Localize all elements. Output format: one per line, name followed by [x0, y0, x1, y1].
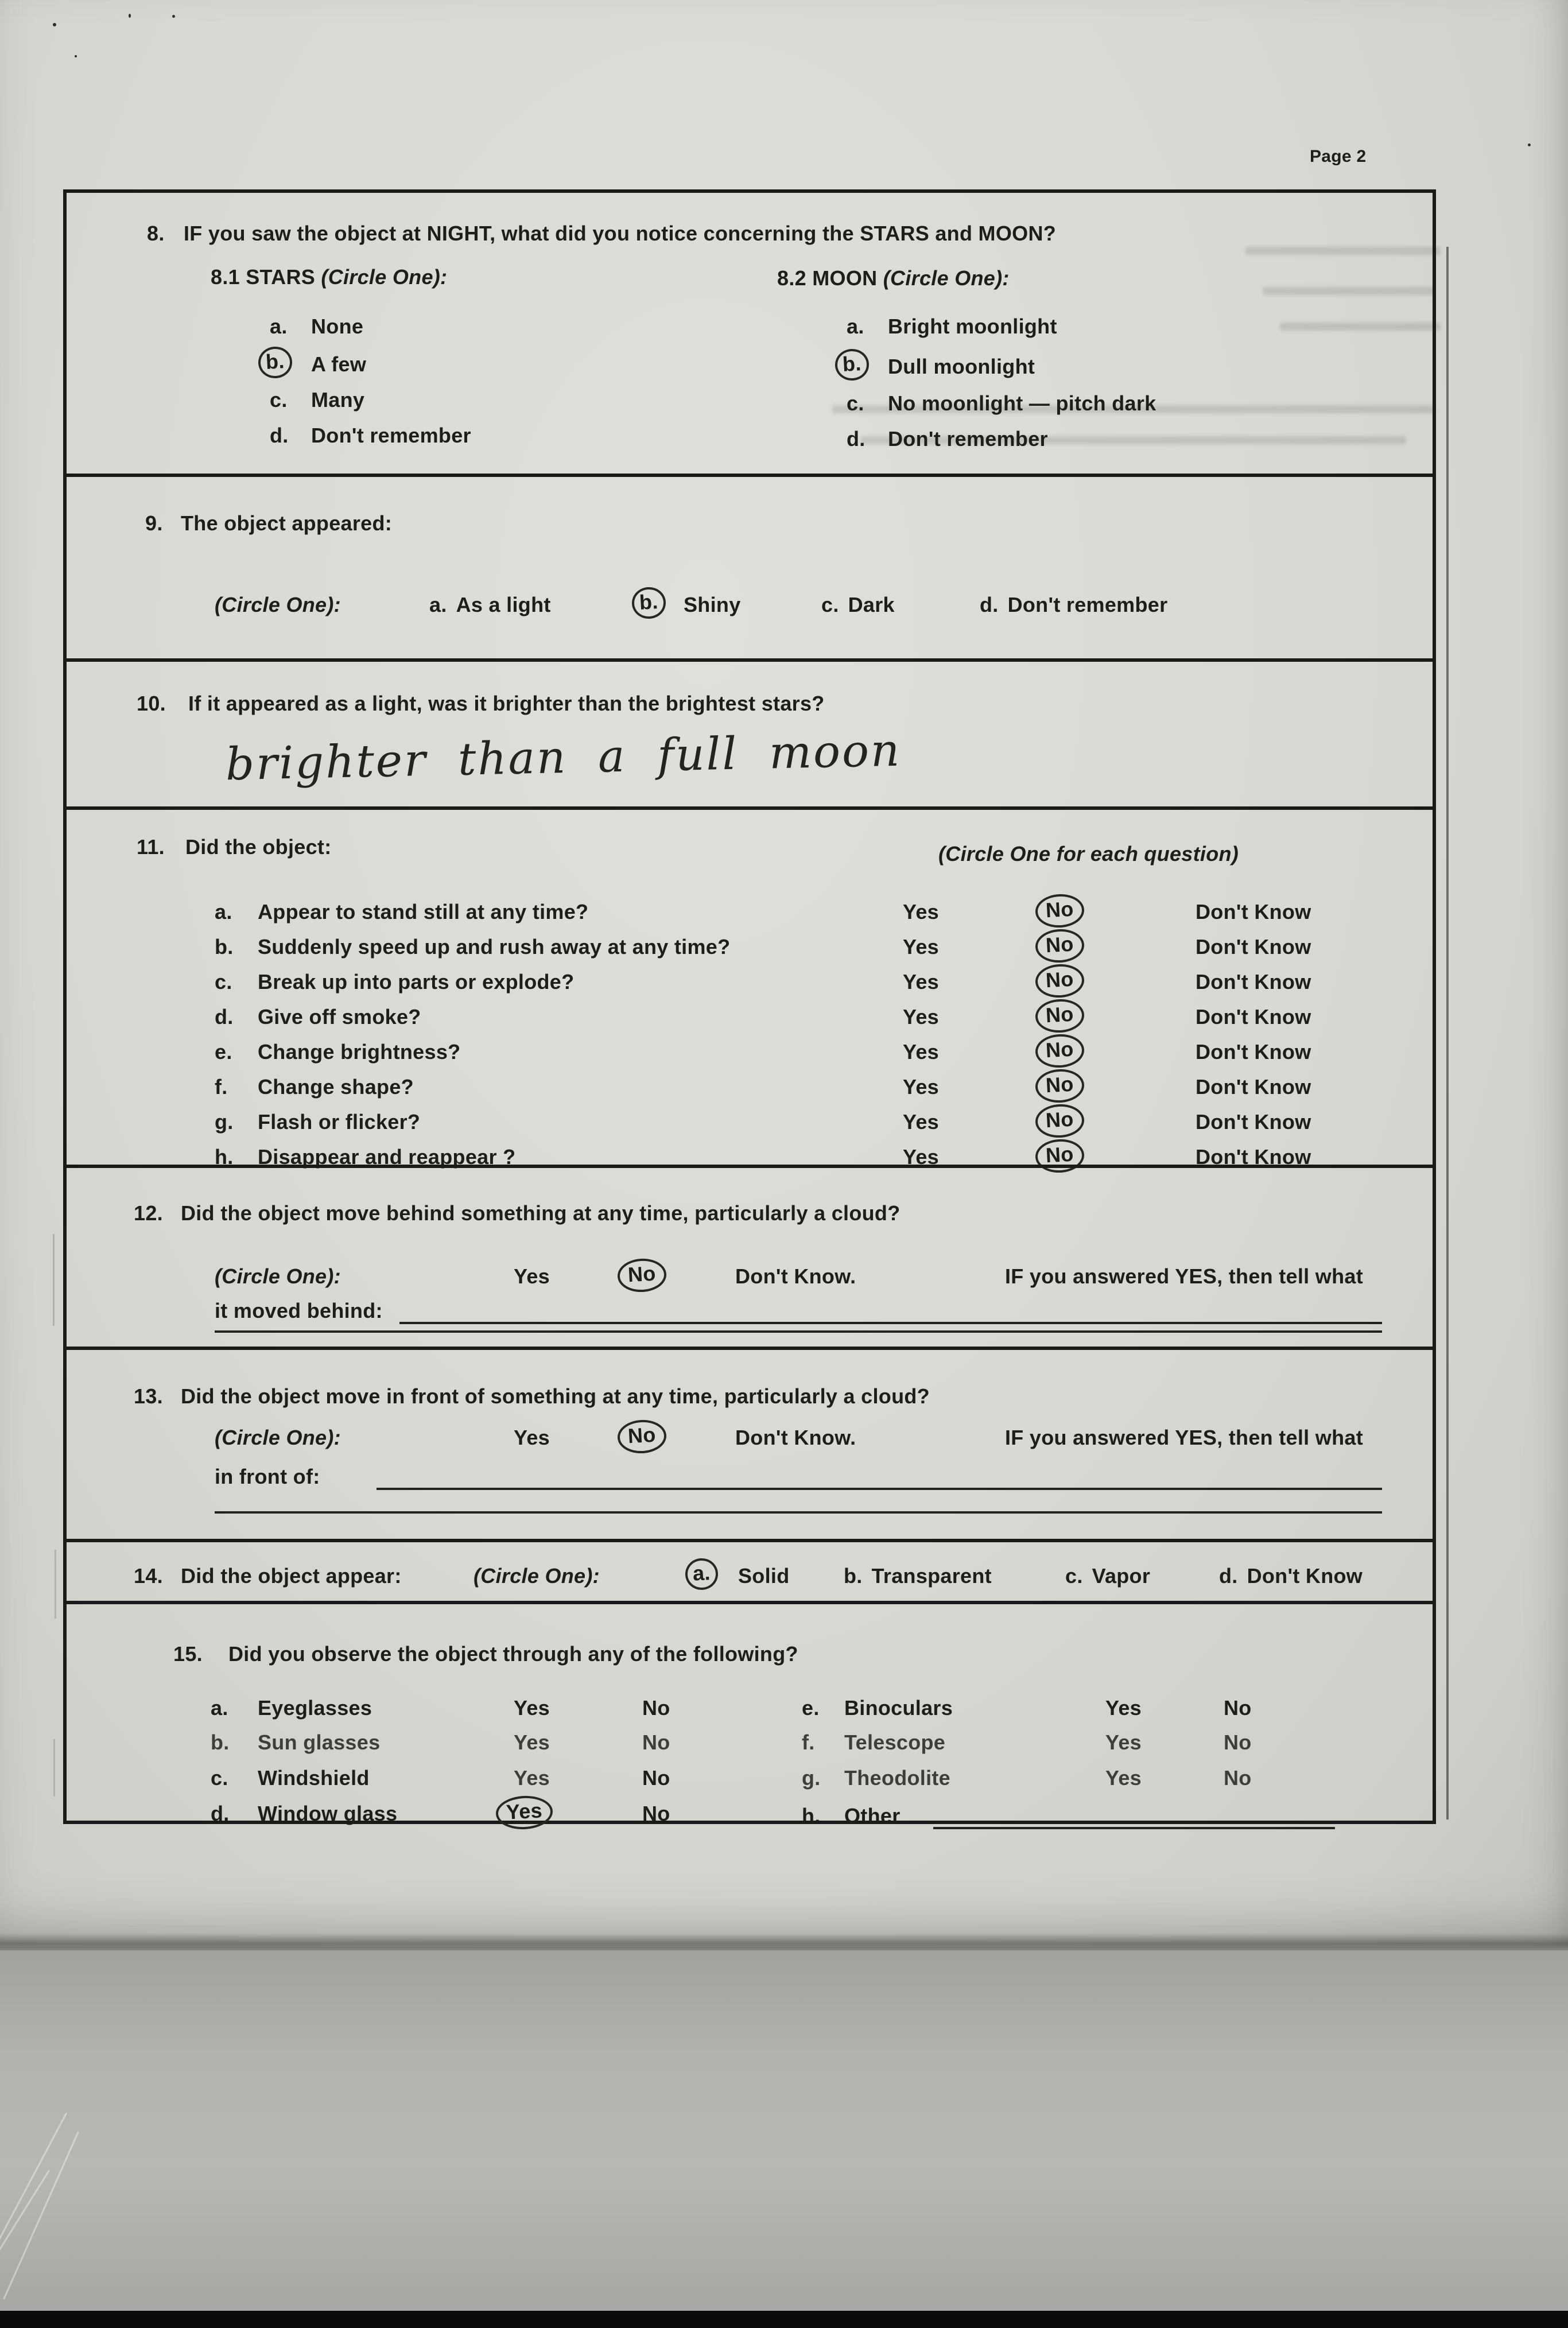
option-letter: d.	[847, 427, 865, 451]
answer-yes: Yes	[903, 1075, 939, 1099]
answer-yes: Yes	[903, 970, 939, 994]
dust-speck	[53, 23, 56, 26]
stars-heading	[211, 265, 447, 289]
option-letter: g.	[215, 1110, 234, 1134]
answer-yes: Yes	[514, 1264, 550, 1288]
sub-question: Disappear and reappear ?	[258, 1145, 516, 1169]
answer-dont-know: Don't Know	[1196, 1075, 1311, 1099]
page-number: Page 2	[1310, 147, 1367, 166]
answer-yes: Yes	[903, 1005, 939, 1029]
section-q9	[67, 474, 1433, 658]
option-letter: a.	[847, 315, 864, 338]
sub-question: Break up into parts or explode?	[258, 970, 575, 994]
option-letter: c.	[1065, 1564, 1083, 1588]
option-letter: c.	[211, 1766, 228, 1790]
option	[429, 593, 551, 617]
section-q13	[67, 1347, 1433, 1539]
option-label: Don't remember	[1007, 593, 1168, 616]
option-label: Bright moonlight	[888, 315, 1057, 338]
question-number: 11.	[137, 835, 165, 859]
circled-answer: a.	[685, 1558, 719, 1590]
instruction-label: (Circle One for each question)	[938, 842, 1239, 866]
dust-speck	[129, 14, 131, 18]
answer-no: No	[642, 1802, 670, 1825]
answer-dont-know: Don't Know	[1196, 900, 1311, 924]
answer-no: No	[1224, 1696, 1252, 1720]
question-number: 10.	[137, 692, 166, 715]
option-letter: d.	[211, 1802, 230, 1825]
sub-question: Give off smoke?	[258, 1005, 421, 1029]
option-label: Window glass	[258, 1802, 398, 1825]
answer-yes: Yes	[514, 1766, 550, 1790]
option	[980, 593, 1167, 617]
answer-yes: Yes	[1105, 1731, 1142, 1754]
option-label: Dull moonlight	[888, 355, 1035, 378]
blank-answer-line	[215, 1511, 1382, 1514]
option-label: Windshield	[258, 1766, 370, 1790]
question-text: Did the object move in front of something at any time, particularly a cloud?	[181, 1384, 930, 1408]
answer-dont-know: Don't Know	[1196, 1145, 1311, 1169]
option-label: Transparent	[871, 1564, 992, 1588]
answer-yes: Yes	[903, 935, 939, 959]
option-letter: h.	[215, 1145, 234, 1169]
question-text: IF you saw the object at NIGHT, what did you notice concerning the STARS and MOON?	[184, 222, 1057, 245]
answer-dont-know: Don't Know.	[735, 1264, 856, 1288]
option-label: Eyeglasses	[258, 1696, 372, 1720]
answer-dont-know: Don't Know	[1196, 1040, 1311, 1064]
answer-no: No	[642, 1766, 670, 1790]
sub-question: Suddenly speed up and rush away at any time?	[258, 935, 731, 959]
followup-label: it moved behind:	[215, 1299, 383, 1322]
sub-question: Appear to stand still at any time?	[258, 900, 589, 924]
option-letter: a.	[429, 593, 447, 616]
question-number: 15.	[173, 1642, 203, 1666]
moon-heading	[777, 266, 1010, 290]
answer-dont-know: Don't Know	[1196, 1110, 1311, 1134]
question-text: Did the object appear:	[181, 1564, 402, 1588]
option-letter: c.	[821, 593, 839, 616]
option-label: Many	[311, 388, 365, 412]
option-letter: b.	[215, 935, 234, 959]
question-text: The object appeared:	[181, 511, 393, 535]
option	[844, 1564, 992, 1588]
dust-speck	[75, 55, 77, 57]
answer-yes: Yes	[514, 1696, 550, 1720]
question-number: 12.	[134, 1201, 163, 1225]
page-edge-line	[1446, 247, 1449, 1819]
scanner-background	[0, 1950, 1568, 2312]
circle-one-label: (Circle One):	[883, 266, 1010, 290]
answer-no-circled: No	[1035, 1033, 1085, 1069]
dust-speck	[1528, 143, 1531, 146]
section-q8	[67, 193, 1433, 474]
circle-one-label: (Circle One):	[215, 1426, 341, 1449]
option-letter: a.	[215, 900, 232, 924]
circle-one-label: (Circle One):	[473, 1564, 600, 1588]
blank-answer-line	[377, 1488, 1382, 1490]
option-letter: b.	[211, 1731, 230, 1754]
option-label: Telescope	[844, 1731, 946, 1754]
dust-speck	[172, 15, 175, 18]
question-number: 14.	[134, 1564, 163, 1588]
answer-dont-know: Don't Know	[1196, 935, 1311, 959]
option	[1065, 1564, 1150, 1588]
circle-one-label: (Circle One):	[215, 1264, 341, 1288]
answer-no-circled: No	[1035, 963, 1085, 999]
answer-no-circled: No	[1035, 1103, 1085, 1139]
answer-yes: Yes	[1105, 1766, 1142, 1790]
option-letter: h.	[802, 1804, 821, 1828]
moon-heading-label: 8.2 MOON	[777, 266, 878, 290]
option-letter: c.	[270, 388, 288, 412]
question-text: Did you observe the object through any of the following?	[228, 1642, 798, 1666]
answer-yes: Yes	[903, 1040, 939, 1064]
option-label: No moonlight — pitch dark	[888, 391, 1156, 415]
option-label: Don't Know	[1247, 1564, 1363, 1588]
answer-no: No	[1224, 1766, 1252, 1790]
circle-one-label: (Circle One):	[215, 593, 341, 616]
option-letter: d.	[270, 424, 289, 447]
circled-answer: b.	[835, 348, 870, 382]
answer-dont-know: Don't Know	[1196, 970, 1311, 994]
margin-dash	[53, 1234, 55, 1326]
option-letter: a.	[270, 315, 288, 338]
answer-dont-know: Don't Know.	[735, 1426, 856, 1449]
answer-yes: Yes	[1105, 1696, 1142, 1720]
answer-yes: Yes	[514, 1426, 550, 1449]
option-letter: e.	[802, 1696, 820, 1720]
option-letter: e.	[215, 1040, 232, 1064]
answer-no: No	[642, 1731, 670, 1754]
answer-yes: Yes	[514, 1731, 550, 1754]
answer-yes-circled: Yes	[495, 1794, 554, 1830]
option-letter: c.	[215, 970, 232, 994]
option-label: Binoculars	[844, 1696, 953, 1720]
answer-no-circled: No	[1035, 1068, 1085, 1104]
answer-no: No	[1224, 1731, 1252, 1754]
answer-no-circled: No	[1035, 1138, 1085, 1174]
option-letter: c.	[847, 391, 864, 415]
option-letter: d.	[215, 1005, 234, 1029]
question-number: 8.	[147, 222, 165, 245]
section-q12	[67, 1165, 1433, 1347]
option-letter: d.	[980, 593, 999, 616]
answer-no-circled: No	[1035, 998, 1085, 1034]
option-letter: f.	[802, 1731, 815, 1754]
option-label: None	[311, 315, 364, 338]
sub-question: Change brightness?	[258, 1040, 461, 1064]
circle-one-label: (Circle One):	[321, 265, 448, 289]
margin-dash	[53, 1739, 55, 1797]
question-number: 13.	[134, 1384, 163, 1408]
answer-no: No	[642, 1696, 670, 1720]
option-letter: g.	[802, 1766, 821, 1790]
question-text: Did the object move behind something at any time, particularly a cloud?	[181, 1201, 901, 1225]
section-q14	[67, 1539, 1433, 1601]
option-label: Don't remember	[888, 427, 1048, 451]
blank-answer-line	[215, 1330, 1382, 1333]
margin-dash	[55, 1550, 56, 1619]
scan-bottom-strip	[0, 2311, 1568, 2328]
option-label: A few	[311, 352, 367, 376]
section-q15	[67, 1601, 1433, 1828]
question-number: 9.	[145, 511, 163, 535]
page-bottom-edge-shadow	[0, 1933, 1568, 1953]
option-label: Solid	[738, 1564, 790, 1588]
sub-question: Change shape?	[258, 1075, 414, 1099]
option-letter: d.	[1219, 1564, 1238, 1588]
sub-question: Flash or flicker?	[258, 1110, 421, 1134]
answer-no-circled: No	[1035, 893, 1085, 929]
option-label: Theodolite	[844, 1766, 950, 1790]
option-letter: a.	[211, 1696, 228, 1720]
blank-answer-line	[399, 1322, 1382, 1324]
option-letter: f.	[215, 1075, 228, 1099]
option-label: Other	[844, 1804, 901, 1828]
option-label: Shiny	[684, 593, 741, 616]
answer-no-circled: No	[1035, 928, 1085, 964]
option-letter: b.	[844, 1564, 863, 1588]
answer-no-circled: No	[617, 1258, 667, 1293]
questionnaire-form	[63, 189, 1436, 1828]
option-label: As a light	[456, 593, 551, 616]
followup-text: IF you answered YES, then tell what	[1005, 1426, 1363, 1449]
stars-heading-label: 8.1 STARS	[211, 265, 316, 289]
section-q10	[67, 658, 1433, 806]
option-label: Sun glasses	[258, 1731, 381, 1754]
answer-no-circled: No	[617, 1419, 667, 1454]
followup-text: IF you answered YES, then tell what	[1005, 1264, 1363, 1288]
option	[1219, 1564, 1363, 1588]
answer-yes: Yes	[903, 1145, 939, 1169]
question-text: If it appeared as a light, was it brighter than the brightest stars?	[188, 692, 825, 715]
option-label: Vapor	[1092, 1564, 1151, 1588]
circled-answer: b.	[258, 346, 293, 379]
answer-dont-know: Don't Know	[1196, 1005, 1311, 1029]
answer-yes: Yes	[903, 1110, 939, 1134]
followup-label: in front of:	[215, 1465, 320, 1488]
option-label: Dark	[848, 593, 895, 616]
handwritten-answer: brighter than a full moon	[225, 724, 902, 791]
question-text: Did the object:	[185, 835, 332, 859]
answer-yes: Yes	[903, 900, 939, 924]
option	[821, 593, 895, 617]
circled-answer: b.	[631, 587, 666, 620]
option-label: Don't remember	[311, 424, 471, 447]
section-q11	[67, 806, 1433, 1169]
other-answer-line	[933, 1827, 1335, 1829]
